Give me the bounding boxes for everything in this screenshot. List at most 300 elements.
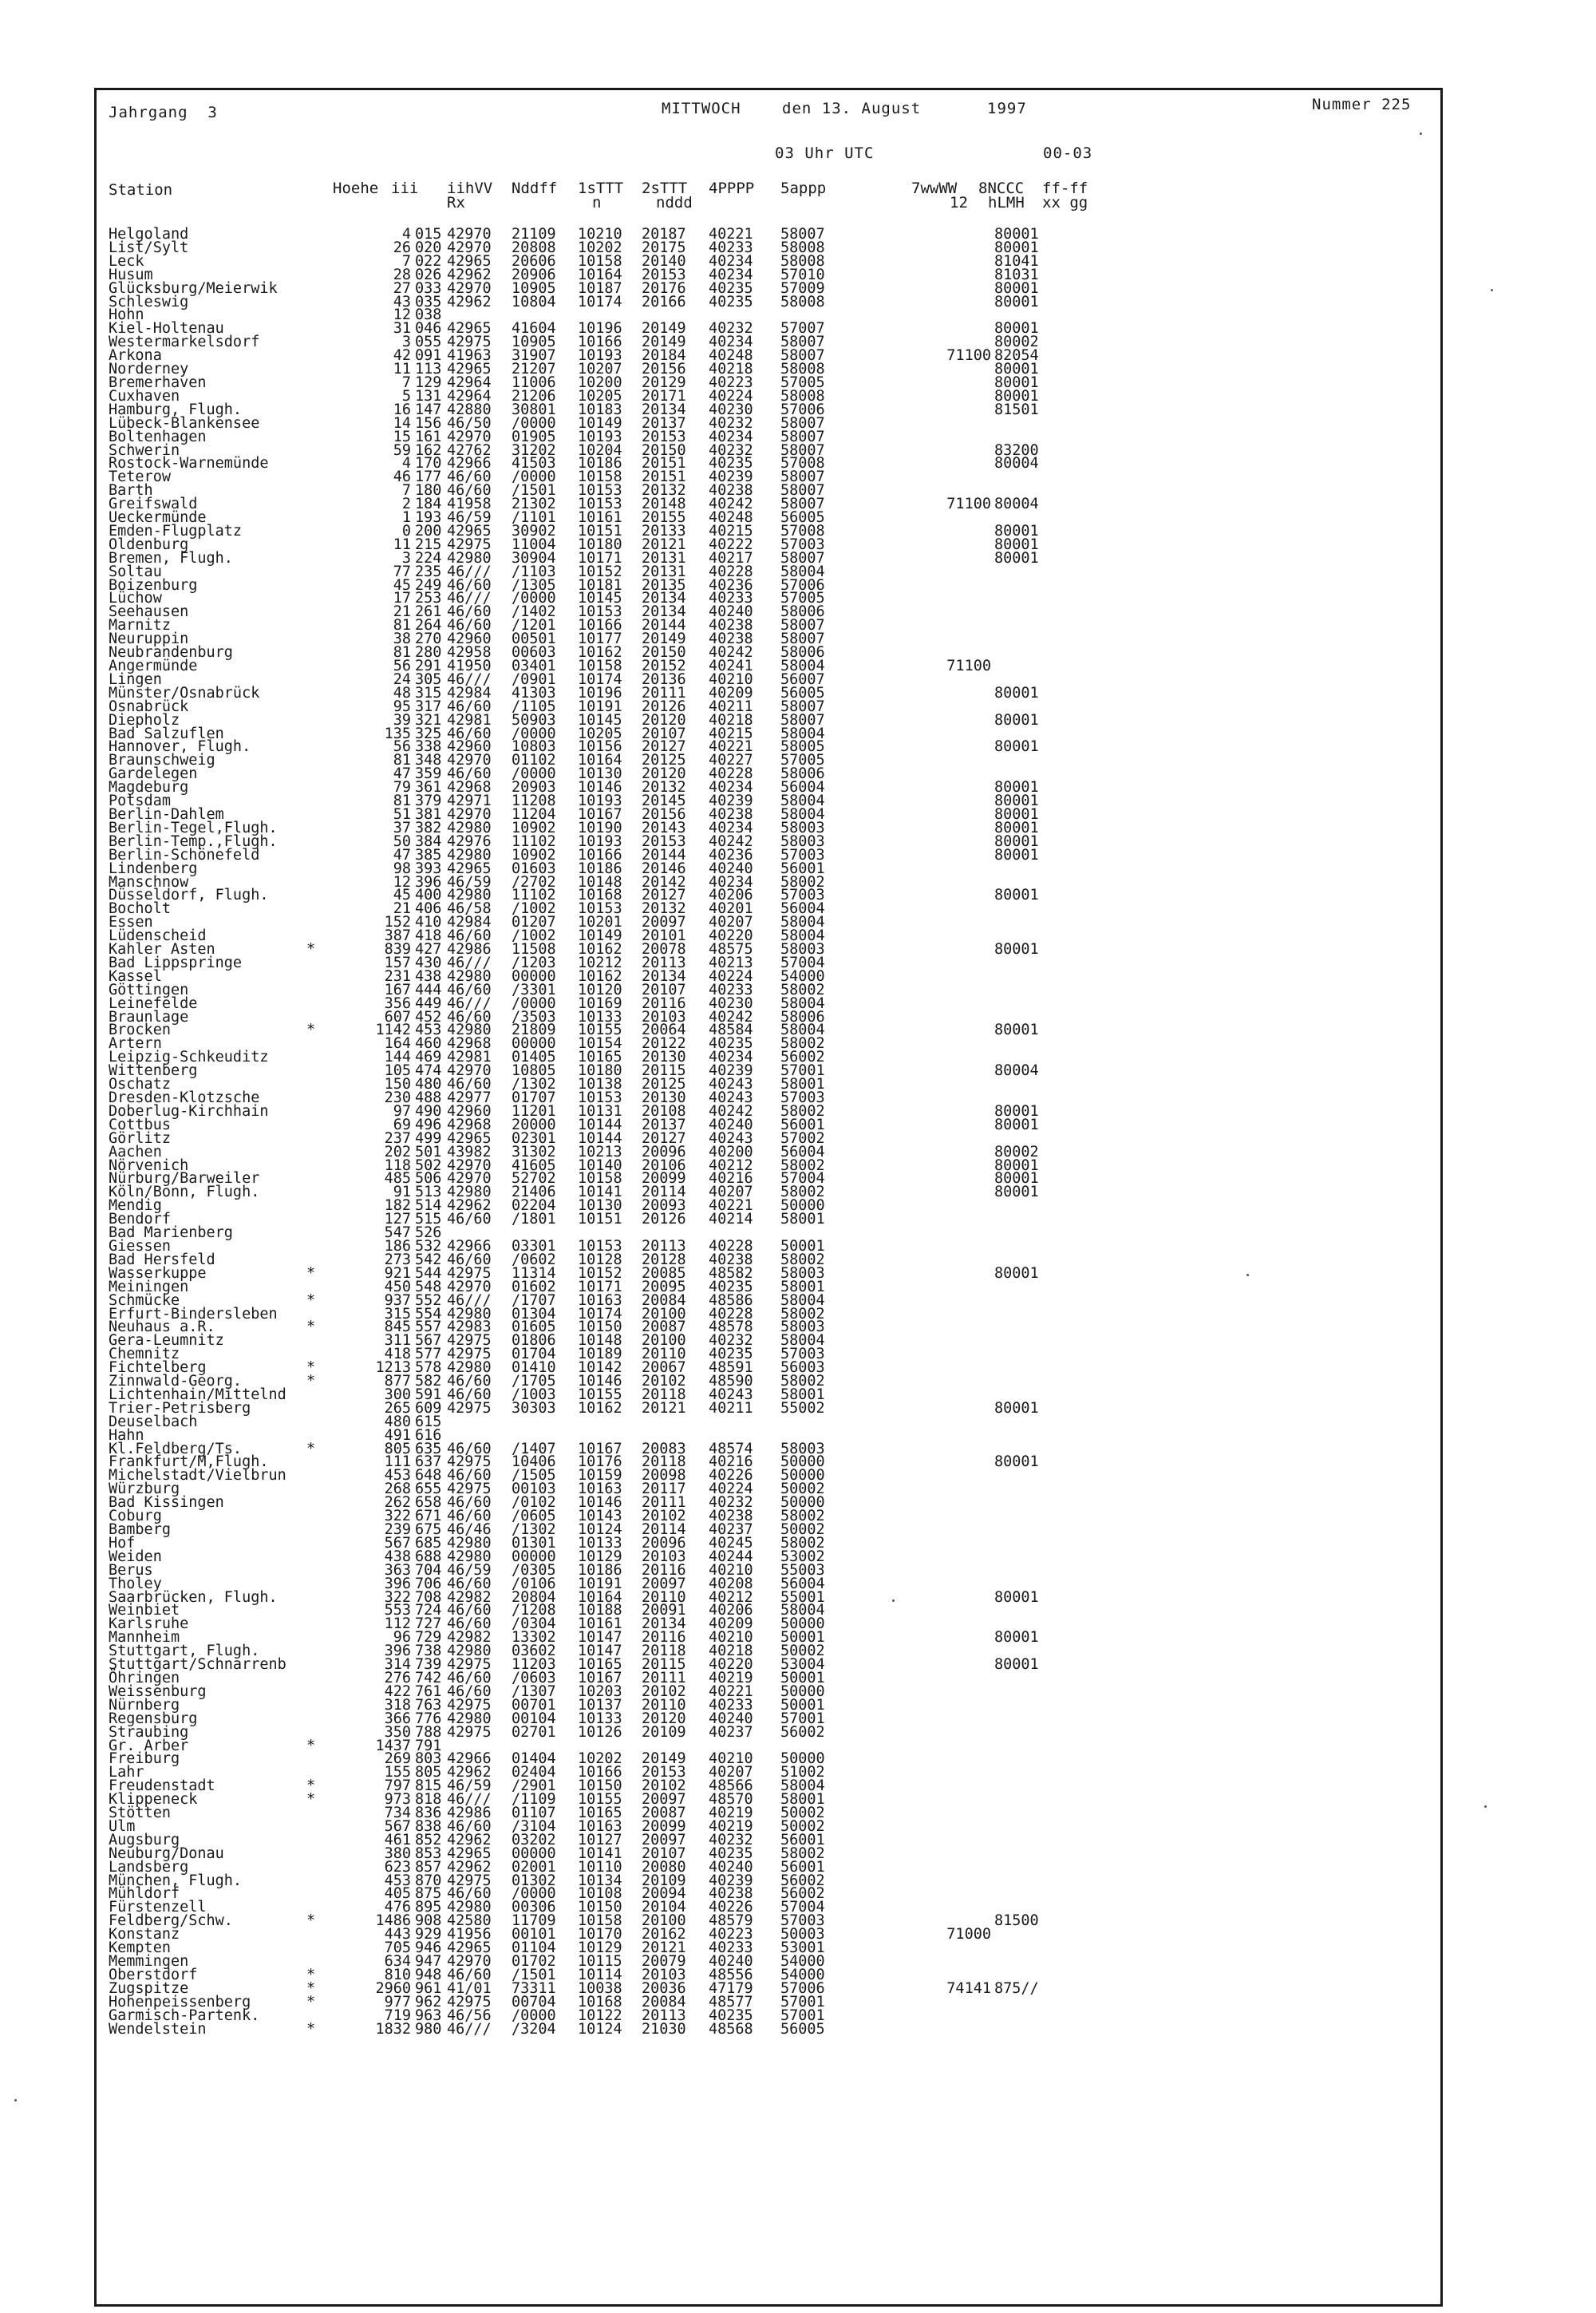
station-name: Freiburg: [109, 1750, 180, 1768]
height-value: 14: [393, 414, 411, 432]
height-value: 485: [384, 1170, 411, 1188]
group-nddff: /1109: [512, 1791, 556, 1809]
group-4pppp: 40218: [709, 361, 753, 378]
station-name: Köln/Bonn, Flugh.: [109, 1184, 260, 1201]
group-iihvv: 46/56: [447, 2007, 492, 2024]
scan-speck: [1246, 1274, 1249, 1276]
group-iihvv: 46/60: [447, 725, 492, 742]
group-2sttt: 20127: [642, 1129, 686, 1147]
group-5appp: 56005: [780, 684, 825, 702]
height-value: 350: [384, 1723, 411, 1741]
station-id: 548: [415, 1278, 442, 1295]
group-nddff: /3204: [512, 2020, 556, 2038]
group-iihvv: 46/60: [447, 1440, 492, 1457]
group-2sttt: 20126: [642, 698, 686, 715]
station-id: 338: [415, 738, 442, 756]
col-iihvv: iihVV: [447, 180, 493, 197]
group-4pppp: 40233: [709, 590, 753, 607]
group-2sttt: 20149: [642, 320, 686, 338]
group-nddff: /1402: [512, 603, 556, 621]
station-name: Garmisch-Partenk.: [109, 2007, 260, 2024]
station-name: Bamberg: [109, 1521, 171, 1538]
group-1sttt: 10189: [578, 1346, 622, 1363]
group-5appp: 58003: [780, 1440, 825, 1457]
station-name: Neuburg/Donau: [109, 1844, 224, 1862]
group-4pppp: 40214: [709, 1211, 753, 1228]
group-iihvv: 42970: [447, 279, 492, 297]
group-2sttt: 20137: [642, 1116, 686, 1133]
station-id: 162: [415, 441, 442, 459]
station-name: Braunlage: [109, 1008, 189, 1026]
group-iihvv: 46/59: [447, 873, 492, 891]
group-2sttt: 20145: [642, 793, 686, 810]
station-name: Mühldorf: [109, 1885, 180, 1903]
group-2sttt: 20083: [642, 1440, 686, 1457]
group-nddff: 11004: [512, 536, 556, 553]
group-1sttt: 10124: [578, 1521, 622, 1538]
group-nddff: 01603: [512, 860, 556, 877]
group-iihvv: 46/60: [447, 1615, 492, 1633]
group-1sttt: 10205: [578, 387, 622, 405]
group-1sttt: 10193: [578, 832, 622, 850]
station-id: 264: [415, 617, 442, 635]
group-8nccc: 875//: [994, 1979, 1039, 1997]
height-value: 48: [393, 684, 411, 702]
group-2sttt: 20148: [642, 496, 686, 513]
group-iihvv: 42580: [447, 1912, 492, 1930]
group-2sttt: 20101: [642, 927, 686, 945]
group-2sttt: 20146: [642, 860, 686, 877]
height-value: 42: [393, 347, 411, 365]
height-value: 155: [384, 1764, 411, 1781]
height-value: 47: [393, 765, 411, 783]
group-5appp: 57001: [780, 1062, 825, 1080]
group-5appp: 58004: [780, 1291, 825, 1309]
group-4pppp: 40238: [709, 617, 753, 635]
group-1sttt: 10155: [578, 1791, 622, 1809]
group-2sttt: 20099: [642, 1817, 686, 1835]
station-name: Doberlug-Kirchhain: [109, 1102, 269, 1120]
group-4pppp: 40236: [709, 576, 753, 594]
group-8nccc: 80001: [994, 819, 1039, 836]
station-id: 249: [415, 576, 442, 594]
group-nddff: 11204: [512, 805, 556, 823]
group-iihvv: 42975: [447, 334, 492, 351]
group-iihvv: 46/60: [447, 1467, 492, 1485]
group-5appp: 58005: [780, 738, 825, 756]
group-1sttt: 10205: [578, 725, 622, 742]
group-5appp: 58002: [780, 981, 825, 998]
group-4pppp: 40240: [709, 1858, 753, 1876]
station-name: Lingen: [109, 670, 162, 688]
group-4pppp: 40242: [709, 496, 753, 513]
group-nddff: /0304: [512, 1615, 556, 1633]
group-4pppp: 40221: [709, 1197, 753, 1215]
group-nddff: /2702: [512, 873, 556, 891]
group-4pppp: 40243: [709, 1089, 753, 1106]
group-8nccc: 80002: [994, 1143, 1039, 1160]
group-5appp: 57001: [780, 1710, 825, 1727]
group-2sttt: 20064: [642, 1022, 686, 1039]
group-1sttt: 10167: [578, 1669, 622, 1686]
group-8nccc: 80001: [994, 1156, 1039, 1174]
group-5appp: 50002: [780, 1481, 825, 1498]
group-2sttt: 20118: [642, 1453, 686, 1471]
group-2sttt: 20097: [642, 1575, 686, 1592]
group-4pppp: 40215: [709, 522, 753, 540]
station-id: 532: [415, 1237, 442, 1255]
group-1sttt: 10166: [578, 334, 622, 351]
group-nddff: 20804: [512, 1588, 556, 1606]
group-nddff: /1105: [512, 698, 556, 715]
height-value: 17: [393, 590, 411, 607]
group-5appp: 58007: [780, 496, 825, 513]
group-4pppp: 40212: [709, 1588, 753, 1606]
group-iihvv: 42975: [447, 1453, 492, 1471]
station-name: Hof: [109, 1534, 136, 1552]
group-nddff: 00000: [512, 1548, 556, 1565]
height-value: 79: [393, 779, 411, 797]
group-2sttt: 20100: [642, 1912, 686, 1930]
station-id: 381: [415, 805, 442, 823]
group-1sttt: 10174: [578, 670, 622, 688]
group-5appp: 50002: [780, 1521, 825, 1538]
station-name: Nörvenich: [109, 1156, 189, 1174]
group-iihvv: 42980: [447, 887, 492, 904]
group-2sttt: 20144: [642, 846, 686, 864]
group-2sttt: 20115: [642, 1062, 686, 1080]
group-iihvv: 46/60: [447, 1373, 492, 1390]
group-nddff: 00701: [512, 1696, 556, 1714]
group-5appp: 58007: [780, 226, 825, 243]
group-iihvv: 42975: [447, 1696, 492, 1714]
group-nddff: 13302: [512, 1629, 556, 1647]
station-name: Göttingen: [109, 981, 189, 998]
station-id: 384: [415, 832, 442, 850]
station-id: 321: [415, 711, 442, 729]
group-1sttt: 10131: [578, 1102, 622, 1120]
height-value: 38: [393, 631, 411, 648]
group-nddff: /1801: [512, 1211, 556, 1228]
group-nddff: 01704: [512, 1346, 556, 1363]
height-value: 112: [384, 1615, 411, 1633]
station-name: Neuruppin: [109, 631, 189, 648]
station-id: 474: [415, 1062, 442, 1080]
group-4pppp: 47179: [709, 1979, 753, 1997]
station-name: Gr. Arber: [109, 1737, 189, 1754]
height-value: 1437: [375, 1737, 411, 1754]
station-name: Görlitz: [109, 1129, 171, 1147]
group-4pppp: 48591: [709, 1359, 753, 1377]
group-2sttt: 20152: [642, 658, 686, 674]
group-nddff: /1305: [512, 576, 556, 594]
group-iihvv: 46/60: [447, 765, 492, 783]
station-id: 704: [415, 1561, 442, 1579]
group-8nccc: 80001: [994, 1399, 1039, 1417]
station-id: 501: [415, 1143, 442, 1160]
station-name: Neubrandenburg: [109, 644, 233, 662]
group-1sttt: 10114: [578, 1966, 622, 1983]
group-iihvv: 46/60: [447, 981, 492, 998]
group-2sttt: 20079: [642, 1953, 686, 1970]
group-2sttt: 20114: [642, 1184, 686, 1201]
station-name: Hamburg, Flugh.: [109, 401, 243, 418]
group-1sttt: 10129: [578, 1548, 622, 1565]
group-2sttt: 20121: [642, 1939, 686, 1957]
group-2sttt: 20134: [642, 1615, 686, 1633]
group-iihvv: 46/59: [447, 1777, 492, 1795]
group-2sttt: 20087: [642, 1319, 686, 1336]
group-4pppp: 40242: [709, 1102, 753, 1120]
group-4pppp: 40211: [709, 698, 753, 715]
group-5appp: 50000: [780, 1750, 825, 1768]
height-value: 239: [384, 1521, 411, 1538]
group-5appp: 57001: [780, 2007, 825, 2024]
group-5appp: 58004: [780, 994, 825, 1012]
group-1sttt: 10200: [578, 374, 622, 391]
group-5appp: 56007: [780, 670, 825, 688]
station-id: 193: [415, 509, 442, 527]
station-id: 947: [415, 1953, 442, 1970]
group-iihvv: 42762: [447, 441, 492, 459]
height-value: 553: [384, 1602, 411, 1619]
group-iihvv: 46/60: [447, 1008, 492, 1026]
group-1sttt: 10130: [578, 765, 622, 783]
group-5appp: 58004: [780, 725, 825, 742]
station-name: Zinnwald-Georg.: [109, 1373, 243, 1390]
group-5appp: 58001: [780, 1211, 825, 1228]
group-7wwww: 71100: [946, 658, 991, 674]
group-2sttt: 20080: [642, 1858, 686, 1876]
group-1sttt: 10152: [578, 563, 622, 580]
station-id: 838: [415, 1817, 442, 1835]
group-1sttt: 10110: [578, 1858, 622, 1876]
height-value: 634: [384, 1953, 411, 1970]
height-value: 28: [393, 266, 411, 283]
group-iihvv: 46/60: [447, 603, 492, 621]
group-5appp: 50001: [780, 1669, 825, 1686]
station-name: Barth: [109, 482, 153, 500]
height-value: 845: [384, 1319, 411, 1336]
height-value: 59: [393, 441, 411, 459]
group-iihvv: 46///: [447, 954, 492, 971]
station-id: 348: [415, 752, 442, 769]
station-name: Essen: [109, 914, 153, 931]
mountain-marker: *: [306, 1737, 316, 1754]
station-id: 035: [415, 293, 442, 310]
station-name: Stuttgart/Schnarrenb: [109, 1656, 286, 1674]
height-value: 262: [384, 1494, 411, 1512]
group-iihvv: 42980: [447, 1899, 492, 1916]
group-4pppp: 40242: [709, 644, 753, 662]
group-nddff: 03301: [512, 1237, 556, 1255]
group-2sttt: 20150: [642, 644, 686, 662]
group-4pppp: 40215: [709, 725, 753, 742]
station-id: 453: [415, 1022, 442, 1039]
group-1sttt: 10196: [578, 320, 622, 338]
group-nddff: /1101: [512, 509, 556, 527]
height-value: 480: [384, 1413, 411, 1430]
group-nddff: 01602: [512, 1278, 556, 1295]
group-8nccc: 80001: [994, 1102, 1039, 1120]
group-nddff: 11314: [512, 1264, 556, 1282]
group-iihvv: 46/60: [447, 927, 492, 945]
station-id: 359: [415, 765, 442, 783]
group-iihvv: 42971: [447, 793, 492, 810]
group-5appp: 56004: [780, 779, 825, 797]
station-id: 857: [415, 1858, 442, 1876]
height-value: 937: [384, 1291, 411, 1309]
group-2sttt: 20149: [642, 334, 686, 351]
group-1sttt: 10128: [578, 1251, 622, 1268]
group-5appp: 57003: [780, 1346, 825, 1363]
group-4pppp: 40219: [709, 1817, 753, 1835]
group-1sttt: 10183: [578, 401, 622, 418]
height-value: 50: [393, 832, 411, 850]
group-5appp: 58004: [780, 1602, 825, 1619]
group-iihvv: 42962: [447, 1831, 492, 1848]
group-2sttt: 20108: [642, 1102, 686, 1120]
group-1sttt: 10163: [578, 1817, 622, 1835]
group-iihvv: 46/60: [447, 1966, 492, 1983]
group-nddff: 21109: [512, 226, 556, 243]
group-5appp: 58007: [780, 469, 825, 486]
station-name: Diepholz: [109, 711, 180, 729]
group-2sttt: 20131: [642, 563, 686, 580]
group-8nccc: 80001: [994, 239, 1039, 256]
height-value: 1486: [375, 1912, 411, 1930]
group-8nccc: 80001: [994, 1656, 1039, 1674]
group-5appp: 57008: [780, 455, 825, 472]
station-name: Husum: [109, 266, 153, 283]
height-value: 21: [393, 603, 411, 621]
station-name: Bremerhaven: [109, 374, 207, 391]
station-name: Oschatz: [109, 1076, 171, 1093]
group-8nccc: 80001: [994, 522, 1039, 540]
group-5appp: 58007: [780, 482, 825, 500]
group-5appp: 53002: [780, 1548, 825, 1565]
station-id: 763: [415, 1696, 442, 1714]
station-name: Brocken: [109, 1022, 171, 1039]
group-1sttt: 10162: [578, 1399, 622, 1417]
height-value: 27: [393, 279, 411, 297]
height-value: 273: [384, 1251, 411, 1268]
group-5appp: 58002: [780, 1184, 825, 1201]
station-name: Memmingen: [109, 1953, 189, 1970]
station-id: 480: [415, 1076, 442, 1093]
group-2sttt: 20094: [642, 1885, 686, 1903]
station-name: Lahr: [109, 1764, 144, 1781]
station-id: 836: [415, 1805, 442, 1822]
group-5appp: 56005: [780, 2020, 825, 2038]
group-8nccc: 80001: [994, 684, 1039, 702]
group-4pppp: 40240: [709, 1116, 753, 1133]
group-1sttt: 10153: [578, 496, 622, 513]
height-value: 380: [384, 1844, 411, 1862]
group-4pppp: 40233: [709, 1696, 753, 1714]
group-iihvv: 42965: [447, 1844, 492, 1862]
group-iihvv: 42980: [447, 1710, 492, 1727]
group-5appp: 58007: [780, 698, 825, 715]
station-id: 131: [415, 387, 442, 405]
group-5appp: 58004: [780, 927, 825, 945]
group-1sttt: 10176: [578, 1453, 622, 1471]
group-nddff: 01207: [512, 914, 556, 931]
group-iihvv: 42970: [447, 1278, 492, 1295]
group-4pppp: 40233: [709, 1939, 753, 1957]
height-value: 81: [393, 617, 411, 635]
group-8nccc: 80001: [994, 1629, 1039, 1647]
scan-speck: [14, 2099, 17, 2101]
height-value: 719: [384, 2007, 411, 2024]
station-id: 393: [415, 860, 442, 877]
group-iihvv: 41958: [447, 496, 492, 513]
group-iihvv: 46/60: [447, 1494, 492, 1512]
height-value: 7: [401, 374, 411, 391]
mountain-marker: *: [306, 1912, 316, 1930]
group-5appp: 56003: [780, 1359, 825, 1377]
group-5appp: 58006: [780, 603, 825, 621]
station-name: Bad Marienberg: [109, 1224, 233, 1242]
group-8nccc: 80001: [994, 846, 1039, 864]
group-2sttt: 20097: [642, 1791, 686, 1809]
station-name: Boizenburg: [109, 576, 198, 594]
group-iihvv: 42965: [447, 1129, 492, 1147]
group-4pppp: 40230: [709, 401, 753, 418]
group-iihvv: 42977: [447, 1089, 492, 1106]
station-name: Bad Salzuflen: [109, 725, 224, 742]
height-value: 977: [384, 1993, 411, 2011]
height-value: 43: [393, 293, 411, 310]
group-iihvv: 42965: [447, 361, 492, 378]
station-id: 215: [415, 536, 442, 553]
height-value: 77: [393, 563, 411, 580]
station-id: 361: [415, 779, 442, 797]
group-iihvv: 42986: [447, 1805, 492, 1822]
group-iihvv: 46///: [447, 670, 492, 688]
group-5appp: 56002: [780, 1723, 825, 1741]
station-name: Aachen: [109, 1143, 162, 1160]
mountain-marker: *: [306, 1319, 316, 1336]
group-4pppp: 40210: [709, 670, 753, 688]
group-nddff: 31302: [512, 1143, 556, 1160]
group-nddff: 10902: [512, 846, 556, 864]
group-5appp: 56001: [780, 1858, 825, 1876]
group-iihvv: 42980: [447, 1359, 492, 1377]
group-4pppp: 48568: [709, 2020, 753, 2038]
group-2sttt: 20098: [642, 1467, 686, 1485]
group-4pppp: 40223: [709, 1926, 753, 1943]
group-2sttt: 20095: [642, 1278, 686, 1295]
height-value: 12: [393, 306, 411, 324]
height-value: 51: [393, 805, 411, 823]
station-name: Augsburg: [109, 1831, 180, 1848]
group-iihvv: 42980: [447, 1643, 492, 1660]
height-value: 491: [384, 1426, 411, 1444]
header-jahrgang: Jahrgang 3: [109, 104, 218, 121]
station-id: 578: [415, 1359, 442, 1377]
group-4pppp: 40240: [709, 860, 753, 877]
group-1sttt: 10174: [578, 1305, 622, 1323]
group-1sttt: 10196: [578, 684, 622, 702]
group-nddff: 10804: [512, 293, 556, 310]
station-name: Lichtenhain/Mittelnd: [109, 1386, 286, 1403]
station-name: Tholey: [109, 1575, 162, 1592]
station-name: Gera-Leumnitz: [109, 1332, 224, 1350]
group-1sttt: 10158: [578, 469, 622, 486]
group-5appp: 58008: [780, 239, 825, 256]
group-4pppp: 40234: [709, 266, 753, 283]
